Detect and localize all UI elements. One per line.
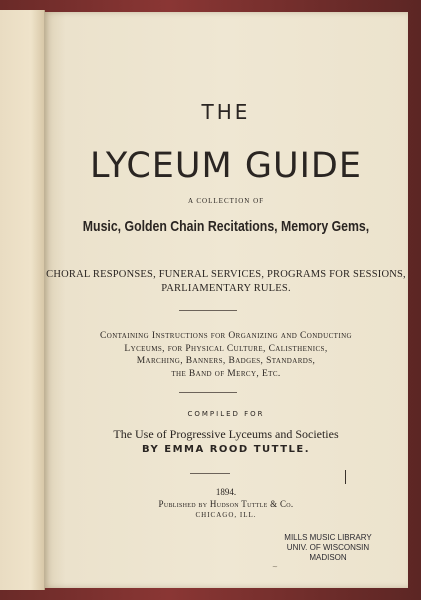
contents-line: Lyceums, for Physical Culture, Calisthenics, xyxy=(124,343,328,354)
stamp-line: UNIV. OF WISCONSIN xyxy=(286,543,370,552)
pencil-mark xyxy=(345,470,346,484)
choral-line: PARLIAMENTARY RULES. xyxy=(161,283,291,294)
pencil-scribble: ~ xyxy=(272,563,278,571)
collection-line: A COLLECTION OF xyxy=(187,197,265,205)
binding-strip xyxy=(0,10,45,590)
divider-rule xyxy=(179,392,237,393)
title-page xyxy=(44,12,408,588)
contents-line: the Band of Mercy, Etc. xyxy=(171,368,281,379)
book-title: LYCEUM GUIDE xyxy=(90,146,362,186)
choral-line: CHORAL RESPONSES, FUNERAL SERVICES, PROGRAMS FOR SESSIONS, xyxy=(46,269,406,280)
choral-block xyxy=(44,268,408,296)
title-word: THE xyxy=(201,100,251,124)
author-line: BY EMMA ROOD TUTTLE. xyxy=(141,444,311,455)
subtitle: Music, Golden Chain Recitations, Memory Gems, xyxy=(82,218,370,235)
contents-block xyxy=(44,330,408,380)
contents-line: Marching, Banners, Badges, Standards, xyxy=(136,356,316,366)
divider-rule xyxy=(190,473,230,474)
contents-line: Containing Instructions for Organizing and Conducting xyxy=(100,331,352,341)
publisher-line: Published by Hudson Tuttle & Co. xyxy=(158,499,294,509)
publisher-city: CHICAGO, ILL. xyxy=(195,511,257,519)
library-stamp xyxy=(282,533,374,563)
publication-year: 1894. xyxy=(215,487,237,497)
use-line: The Use of Progressive Lyceums and Societies xyxy=(113,427,339,441)
stamp-line: MADISON xyxy=(309,553,347,562)
stamp-line: MILLS MUSIC LIBRARY xyxy=(284,533,372,542)
divider-rule xyxy=(179,310,237,311)
compiled-for: COMPILED FOR xyxy=(187,410,265,418)
